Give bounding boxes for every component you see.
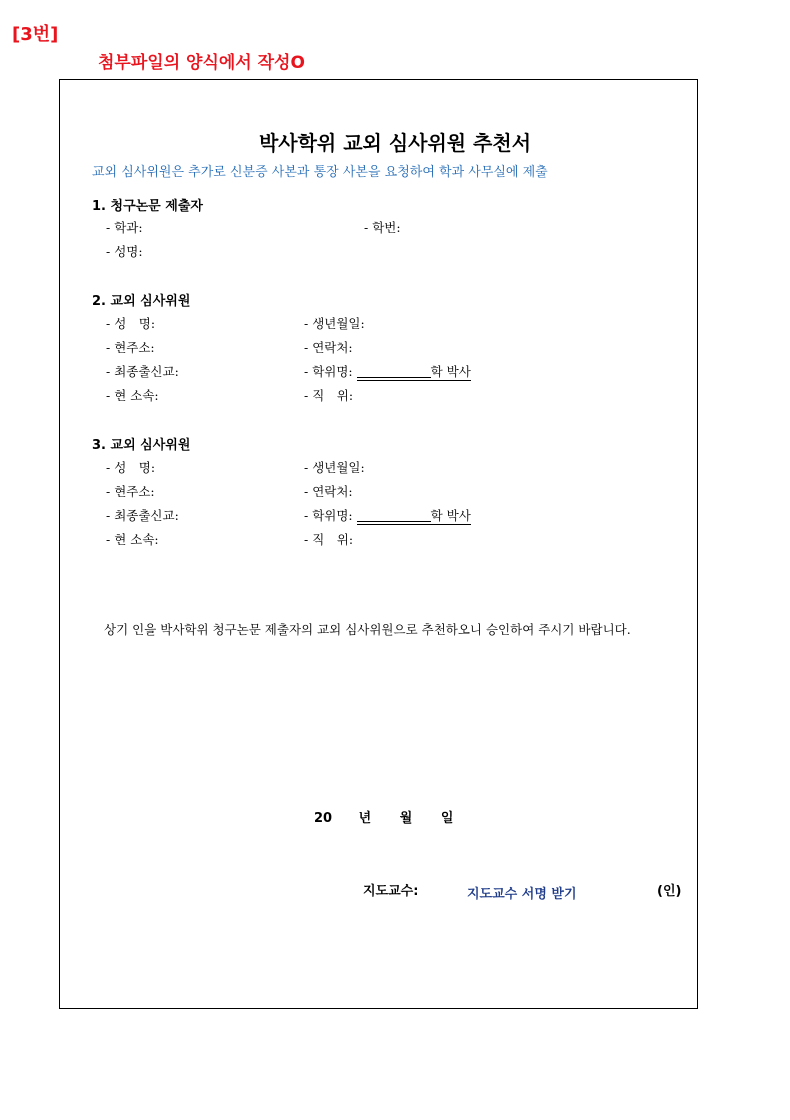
- section3-address: - 현주소:: [106, 484, 155, 499]
- date-month-unit: 월: [399, 811, 413, 826]
- section2-heading: 2. 교외 심사위원: [92, 294, 191, 309]
- section1-name: - 성명:: [106, 244, 143, 259]
- section2-degree-blank: [357, 363, 431, 378]
- section1-student-id: - 학번:: [364, 220, 401, 235]
- instruction-note: 첨부파일의 양식에서 작성O: [98, 53, 305, 73]
- section2-contact: - 연락처:: [304, 340, 353, 355]
- section3-affiliation: - 현 소속:: [106, 532, 159, 547]
- section3-school: - 최종출신교:: [106, 508, 179, 523]
- section3-contact: - 연락처:: [304, 484, 353, 499]
- section2-degree: [304, 362, 471, 381]
- section2-position: - 직 위:: [304, 388, 354, 403]
- date-line: [314, 807, 453, 826]
- section1-dept: - 학과:: [106, 220, 143, 235]
- section3-degree-blank: [357, 507, 431, 522]
- section2-name: - 성 명:: [106, 316, 156, 331]
- section3-degree-line: [357, 506, 471, 525]
- section2-birth: - 생년월일:: [304, 316, 365, 331]
- section2-degree-suffix: 학 박사: [430, 364, 471, 379]
- section3-heading: 3. 교외 심사위원: [92, 438, 191, 453]
- section3-degree-suffix: 학 박사: [430, 508, 471, 523]
- section2-address: - 현주소:: [106, 340, 155, 355]
- seal-mark: (인): [657, 884, 682, 899]
- date-day-unit: 일: [440, 811, 454, 826]
- section2-school: - 최종출신교:: [106, 364, 179, 379]
- section2-degree-line: [357, 362, 471, 381]
- date-year: 20: [314, 811, 333, 826]
- form-instruction: 교외 심사위원은 추가로 신분증 사본과 통장 사본을 요청하여 학과 사무실에 제출: [92, 165, 548, 180]
- section3-degree-label: - 학위명:: [304, 508, 353, 523]
- section2-degree-label: - 학위명:: [304, 364, 353, 379]
- section3-birth: - 생년월일:: [304, 460, 365, 475]
- section2-affiliation: - 현 소속:: [106, 388, 159, 403]
- advisor-signature: 지도교수 서명 받기: [467, 887, 577, 902]
- section3-name: - 성 명:: [106, 460, 156, 475]
- page-tag: [3번]: [12, 24, 59, 45]
- section1-heading: 1. 청구논문 제출자: [92, 199, 203, 214]
- advisor-label: 지도교수:: [363, 884, 419, 899]
- section3-position: - 직 위:: [304, 532, 354, 547]
- recommendation-statement: 상기 인을 박사학위 청구논문 제출자의 교외 심사위원으로 추천하오니 승인하여 주시기 바랍니다.: [104, 622, 631, 637]
- form-title: 박사학위 교외 심사위원 추천서: [258, 131, 532, 155]
- date-year-unit: 년: [358, 811, 372, 826]
- section3-degree: [304, 506, 471, 525]
